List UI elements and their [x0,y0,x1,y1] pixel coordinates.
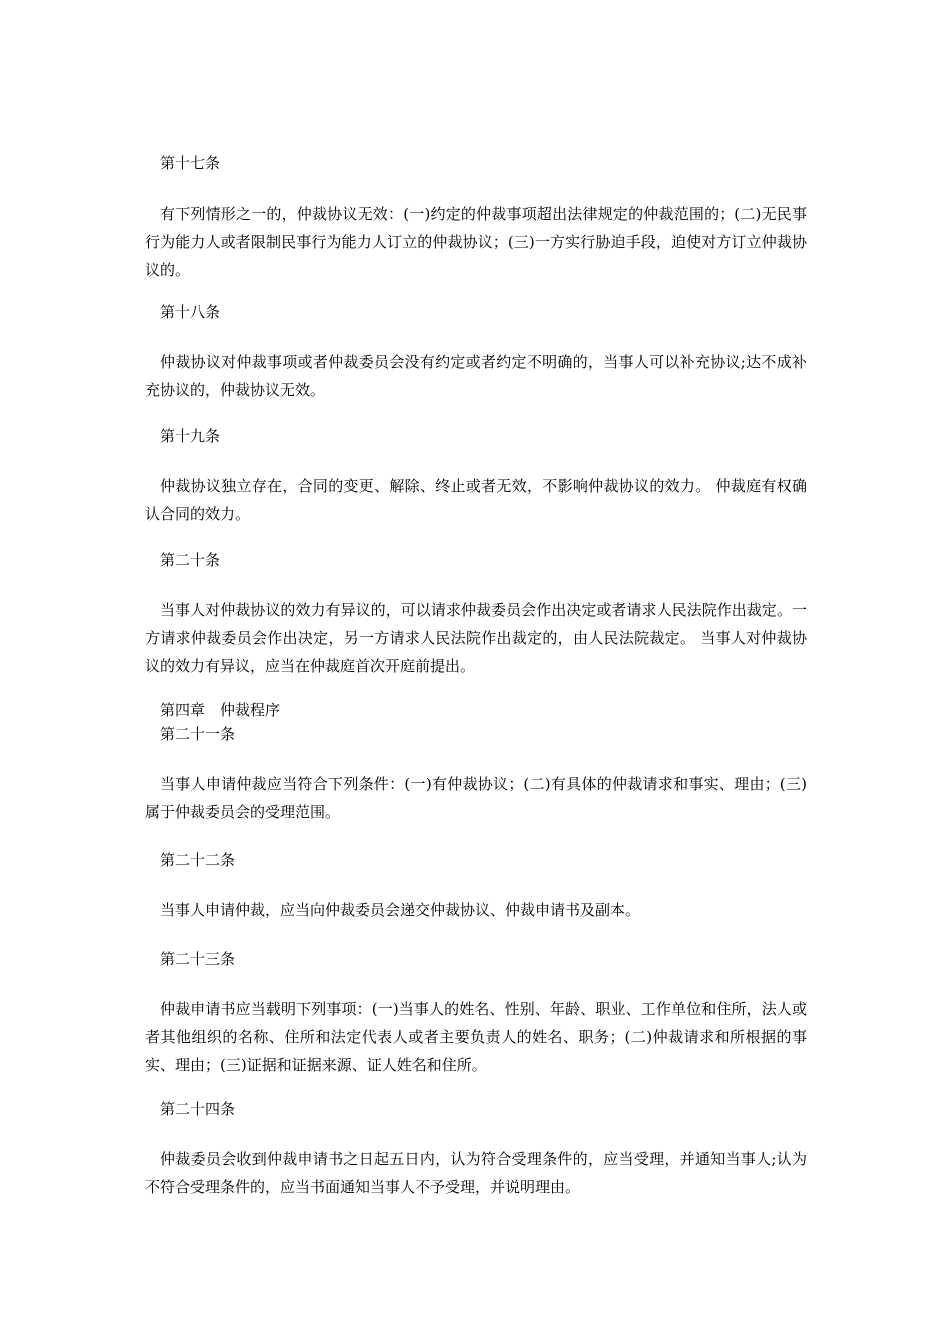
article-17-body: 有下列情形之一的，仲裁协议无效：(一)约定的仲裁事项超出法律规定的仲裁范围的；(二)无民事行为能力人或者限制民事行为能力人订立的仲裁协议；(三)一方实行胁迫手段，迫使对方订立仲裁协议的。 [145,205,807,279]
chapter-4-heading: 第四章 仲裁程序 [160,701,281,719]
article-21-heading: 第二十一条 [160,725,236,743]
article-22-heading: 第二十二条 [160,851,236,869]
article-24-body: 仲裁委员会收到仲裁申请书之日起五日内，认为符合受理条件的，应当受理，并通知当事人;认为不符合受理条件的，应当书面通知当事人不予受理，并说明理由。 [145,1150,807,1196]
article-19-body: 仲裁协议独立存在，合同的变更、解除、终止或者无效，不影响仲裁协议的效力。 仲裁庭有权确认合同的效力。 [145,477,807,523]
article-18-body: 仲裁协议对仲裁事项或者仲裁委员会没有约定或者约定不明确的，当事人可以补充协议;达不成补充协议的，仲裁协议无效。 [145,353,807,399]
article-23-heading: 第二十三条 [160,950,236,968]
article-20-body: 当事人对仲裁协议的效力有异议的，可以请求仲裁委员会作出决定或者请求人民法院作出裁定。一方请求仲裁委员会作出决定，另一方请求人民法院作出裁定的，由人民法院裁定。 当事人对仲裁协议的效力有异议，应当在仲裁庭首次开庭前提出。 [145,601,807,675]
article-23-body: 仲裁申请书应当载明下列事项：(一)当事人的姓名、性别、年龄、职业、工作单位和住所，法人或者其他组织的名称、住所和法定代表人或者主要负责人的姓名、职务；(二)仲裁请求和所根据的事实、理由；(三)证据和证据来源、证人姓名和住所。 [145,1000,807,1074]
article-22-body: 当事人申请仲裁，应当向仲裁委员会递交仲裁协议、仲裁申请书及副本。 [160,901,641,919]
article-17-heading: 第十七条 [160,154,221,172]
article-21-body: 当事人申请仲裁应当符合下列条件：(一)有仲裁协议；(二)有具体的仲裁请求和事实、理由；(三)属于仲裁委员会的受理范围。 [145,775,807,821]
article-18-heading: 第十八条 [160,303,221,321]
article-20-heading: 第二十条 [160,551,221,569]
article-24-heading: 第二十四条 [160,1100,236,1118]
article-19-heading: 第十九条 [160,427,221,445]
